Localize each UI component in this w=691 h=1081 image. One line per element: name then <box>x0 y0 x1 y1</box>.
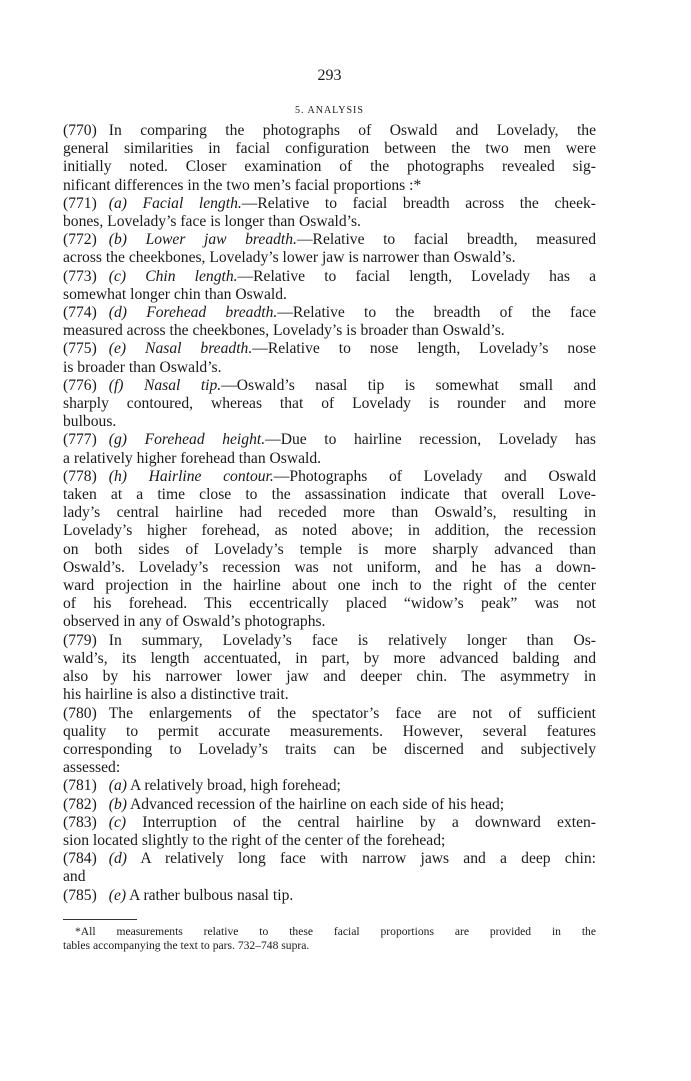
item-label: (b) <box>108 231 127 249</box>
line-text: and <box>63 868 86 886</box>
text-line <box>63 195 596 213</box>
text-line <box>63 377 596 395</box>
item-label: (e) <box>108 340 127 358</box>
line-text: wald’s, its length accentuated, in part, by more advanced balding and <box>63 649 596 667</box>
text-line <box>63 304 596 322</box>
paragraph <box>63 887 596 905</box>
line-text: A relatively long face with narrow jaws and a deep chin: <box>140 850 596 868</box>
line-text: Lovelady’s higher forehead, as noted above; in addition, the recession <box>63 522 596 540</box>
line-text: Oswald’s. Lovelady’s recession was not uniform, and he has a down- <box>63 558 596 576</box>
paragraph <box>63 268 596 304</box>
item-label: (f) <box>108 376 124 394</box>
line-text: observed in any of Oswald’s photographs. <box>63 613 326 631</box>
text-line <box>63 395 596 413</box>
line-text: sharply contoured, whereas that of Lovelady is rounder and more <box>63 395 596 413</box>
text-line <box>63 450 596 468</box>
text-line <box>63 340 596 358</box>
text-line <box>63 559 596 577</box>
paragraph-number: (783) <box>63 813 97 831</box>
section-title: 5. ANALYSIS <box>295 105 364 116</box>
line-text: ward projection in the hairline about one inch to the right of the center <box>63 577 596 595</box>
paragraph <box>63 195 596 231</box>
line-text: of his forehead. This eccentrically placed “widow’s peak” was not <box>63 595 596 613</box>
text-line <box>63 486 596 504</box>
item-label: (c) <box>108 267 127 285</box>
line-text: —Relative to facial length, Lovelady has a <box>237 267 597 285</box>
paragraph-number: (784) <box>63 850 97 868</box>
paragraph-number: (773) <box>63 267 97 285</box>
text-line <box>63 777 596 795</box>
text-line <box>63 359 596 377</box>
line-text: *All measurements relative to these facial proportions are provided in the <box>75 924 596 938</box>
text-line <box>63 595 596 613</box>
text-line <box>63 668 596 686</box>
body-text <box>63 122 596 905</box>
paragraph <box>63 122 596 195</box>
text-line <box>63 887 596 905</box>
text-line <box>63 796 596 814</box>
item-label: (b) <box>108 795 127 813</box>
text-line <box>63 504 596 522</box>
item-label: (e) <box>108 886 127 904</box>
line-text: measured across the cheekbones, Lovelady’s is broader than Oswald’s. <box>63 322 505 340</box>
text-line <box>63 613 596 631</box>
document-page <box>63 0 596 954</box>
text-line <box>63 322 596 340</box>
paragraph-number: (785) <box>63 886 97 904</box>
item-label: (h) <box>108 467 127 485</box>
text-line <box>63 741 596 759</box>
item-term: Nasal tip. <box>143 376 222 394</box>
item-label: (d) <box>108 850 127 868</box>
paragraph <box>63 431 596 467</box>
line-text: somewhat longer chin than Oswald. <box>63 285 287 303</box>
paragraph-number: (782) <box>63 795 97 813</box>
line-text: A relatively broad, high forehead; <box>130 777 341 795</box>
line-text: —Relative to the breadth of the face <box>277 304 596 322</box>
line-text: on both sides of Lovelady’s temple is more sharply advanced than <box>63 540 596 558</box>
line-text: Advanced recession of the hairline on each side of his head; <box>130 795 505 813</box>
text-line <box>63 413 596 431</box>
line-text: —Oswald’s nasal tip is somewhat small and <box>221 376 596 394</box>
paragraph <box>63 468 596 632</box>
line-text: sion located slightly to the right of the center of the forehead; <box>63 831 446 849</box>
text-line <box>63 705 596 723</box>
line-text: tables accompanying the text to pars. 732–748 supra. <box>63 939 310 953</box>
paragraph <box>63 231 596 267</box>
line-text: quality to permit accurate measurements. However, several features <box>63 722 596 740</box>
line-text: In comparing the photographs of Oswald and Lovelady, the <box>108 122 596 139</box>
paragraph <box>63 850 596 886</box>
line-text: corresponding to Lovelady’s traits can be discerned and subjectively <box>63 740 596 758</box>
line-text: —Due to hairline recession, Lovelady has <box>265 431 596 449</box>
text-line <box>63 231 596 249</box>
text-line <box>63 868 596 886</box>
paragraph-number: (771) <box>63 194 97 212</box>
item-label: (c) <box>108 813 127 831</box>
text-line <box>63 268 596 286</box>
text-line <box>63 759 596 777</box>
paragraph-number: (777) <box>63 431 97 449</box>
text-line <box>63 632 596 650</box>
line-text: also by his narrower lower jaw and deeper chin. The asymmetry in <box>63 668 596 686</box>
page-number: 293 <box>317 67 342 84</box>
text-line <box>63 158 596 176</box>
text-line <box>63 468 596 486</box>
item-label: (d) <box>108 304 127 322</box>
paragraph-number: (778) <box>63 467 97 485</box>
line-text: —Relative to facial breadth, measured <box>296 231 596 249</box>
line-text: general similarities in facial configuration between the two men were <box>63 140 596 158</box>
item-term: Hairline contour. <box>148 467 274 485</box>
paragraph <box>63 340 596 376</box>
text-line <box>63 723 596 741</box>
paragraph <box>63 304 596 340</box>
text-line <box>63 850 596 868</box>
paragraph-number: (780) <box>63 704 97 722</box>
item-term: Forehead breadth. <box>146 304 278 322</box>
text-line <box>63 431 596 449</box>
line-text: —Photographs of Lovelady and Oswald <box>273 467 596 485</box>
footnote <box>63 925 596 954</box>
paragraph-number: (772) <box>63 231 97 249</box>
paragraph-number: (774) <box>63 304 97 322</box>
text-line <box>63 140 596 158</box>
item-label: (a) <box>108 777 127 795</box>
paragraph <box>63 777 596 795</box>
line-text: is broader than Oswald’s. <box>63 358 222 376</box>
text-line <box>63 832 596 850</box>
line-text: lady’s central hairline had receded more than Oswald’s, resulting in <box>63 504 596 522</box>
item-term: Chin length. <box>145 267 238 285</box>
text-line <box>63 522 596 540</box>
text-line <box>63 814 596 832</box>
item-label: (a) <box>108 194 127 212</box>
footnote-rule <box>63 919 137 920</box>
item-term: Facial length. <box>142 194 242 212</box>
paragraph-number: (770) <box>63 122 97 139</box>
text-line <box>63 686 596 704</box>
line-text: —Relative to nose length, Lovelady’s nose <box>252 340 596 358</box>
paragraph <box>63 814 596 850</box>
paragraph-number: (779) <box>63 631 97 649</box>
line-text: initially noted. Closer examination of the photographs revealed sig- <box>63 158 596 176</box>
footnote-line <box>63 939 596 954</box>
item-term: Lower jaw breadth. <box>145 231 297 249</box>
line-text: In summary, Lovelady’s face is relatively longer than Os- <box>108 631 596 649</box>
line-text: Interruption of the central hairline by a downward exten- <box>142 813 596 831</box>
line-text: The enlargements of the spectator’s face are not of sufficient <box>108 704 596 722</box>
item-label: (g) <box>108 431 127 449</box>
text-line <box>63 249 596 267</box>
line-text: a relatively higher forehead than Oswald. <box>63 449 322 467</box>
line-text: bones, Lovelady’s face is longer than Oswald’s. <box>63 213 361 231</box>
text-line <box>63 541 596 559</box>
footnote-line <box>63 925 596 940</box>
line-text: across the cheekbones, Lovelady’s lower jaw is narrower than Oswald’s. <box>63 249 516 267</box>
text-line <box>63 213 596 231</box>
line-text: taken at a time close to the assassination indicate that overall Love- <box>63 486 596 504</box>
paragraph-number: (781) <box>63 777 97 795</box>
line-text: —Relative to facial breadth across the cheek- <box>241 194 596 212</box>
item-term: Nasal breadth. <box>145 340 253 358</box>
paragraph <box>63 377 596 432</box>
paragraph <box>63 705 596 778</box>
text-line <box>63 122 596 140</box>
text-line <box>63 286 596 304</box>
paragraph-number: (775) <box>63 340 97 358</box>
text-line <box>63 577 596 595</box>
line-text: A rather bulbous nasal tip. <box>129 886 294 904</box>
text-line <box>63 177 596 195</box>
line-text: his hairline is also a distinctive trait. <box>63 686 289 704</box>
line-text: nificant differences in the two men’s facial proportions :* <box>63 176 422 194</box>
paragraph <box>63 796 596 814</box>
text-line <box>63 650 596 668</box>
item-term: Forehead height. <box>144 431 266 449</box>
line-text: bulbous. <box>63 413 117 431</box>
paragraph <box>63 632 596 705</box>
paragraph-number: (776) <box>63 376 97 394</box>
line-text: assessed: <box>63 759 121 777</box>
